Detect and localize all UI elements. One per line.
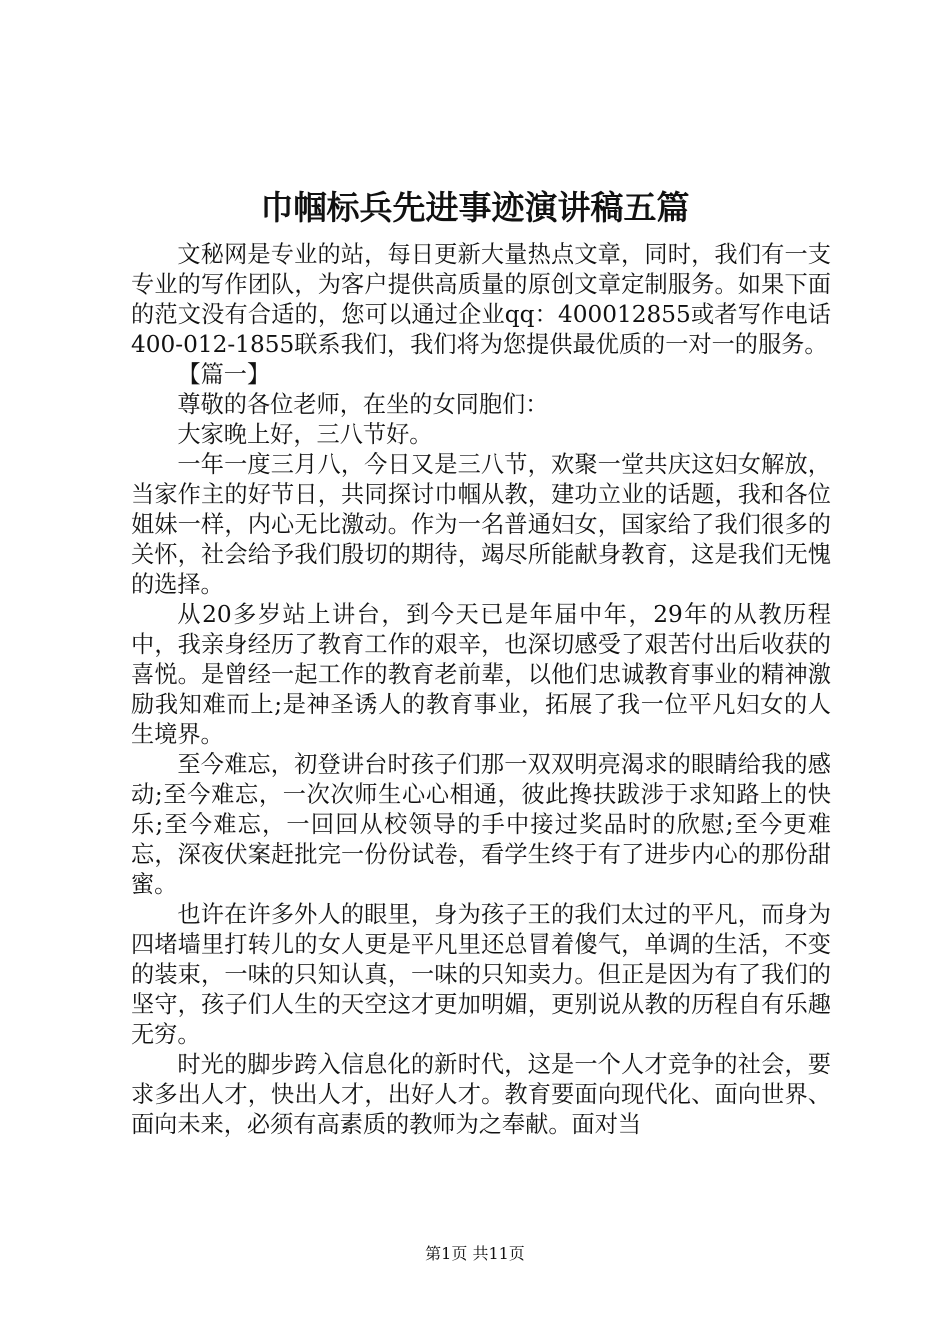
paragraph-intro: 文秘网是专业的站，每日更新大量热点文章，同时，我们有一支专业的写作团队，为客户提供高质量的原创文章定制服务。如果下面的范文没有合适的，您可以通过企业qq：400012855或者写作电话400-012-1855联系我们，我们将为您提供最优质的一对一的服务。 xyxy=(131,241,831,358)
paragraph: 时光的脚步跨入信息化的新时代，这是一个人才竞争的社会，要求多出人才，快出人才，出好人才。教育要面向现代化、面向世界、面向未来，必须有高素质的教师为之奉献。面对当 xyxy=(131,1051,831,1138)
section-heading: 【篇一】 xyxy=(177,361,271,388)
paragraph: 至今难忘，初登讲台时孩子们那一双双明亮渴求的眼睛给我的感动;至今难忘，一次次师生心心相通，彼此搀扶跋涉于求知路上的快乐;至今难忘，一回回从校领导的手中接过奖品时的欣慰;至今更难忘，深夜伏案赶批完一份份试卷，看学生终于有了进步内心的那份甜蜜。 xyxy=(131,751,831,898)
document-body xyxy=(131,240,831,1140)
paragraph: 一年一度三月八，今日又是三八节，欢聚一堂共庆这妇女解放，当家作主的好节日，共同探讨巾帼从教，建功立业的话题，我和各位姐妹一样，内心无比激动。作为一名普通妇女，国家给了我们很多的关怀，社会给予我们殷切的期待，竭尽所能献身教育，这是我们无愧的选择。 xyxy=(131,451,831,598)
paragraph-greeting: 大家晚上好，三八节好。 xyxy=(177,421,433,448)
paragraph-salutation: 尊敬的各位老师，在坐的女同胞们： xyxy=(177,391,549,418)
paragraph: 也许在许多外人的眼里，身为孩子王的我们太过的平凡，而身为四堵墙里打转儿的女人更是平凡里还总冒着傻气，单调的生活，不变的装束，一味的只知认真，一味的只知卖力。但正是因为有了我们的坚守，孩子们人生的天空这才更加明媚，更别说从教的历程自有乐趣无穷。 xyxy=(131,901,831,1048)
paragraph: 从20多岁站上讲台，到今天已是年届中年，29年的从教历程中，我亲身经历了教育工作的艰辛，也深切感受了艰苦付出后收获的喜悦。是曾经一起工作的教育老前辈，以他们忠诚教育事业的精神激励我知难而上;是神圣诱人的教育事业，拓展了我一位平凡妇女的人生境界。 xyxy=(131,601,831,748)
page-footer: 第1页 共11页 xyxy=(425,1244,525,1263)
document-title: 巾帼标兵先进事迹演讲稿五篇 xyxy=(260,188,690,227)
